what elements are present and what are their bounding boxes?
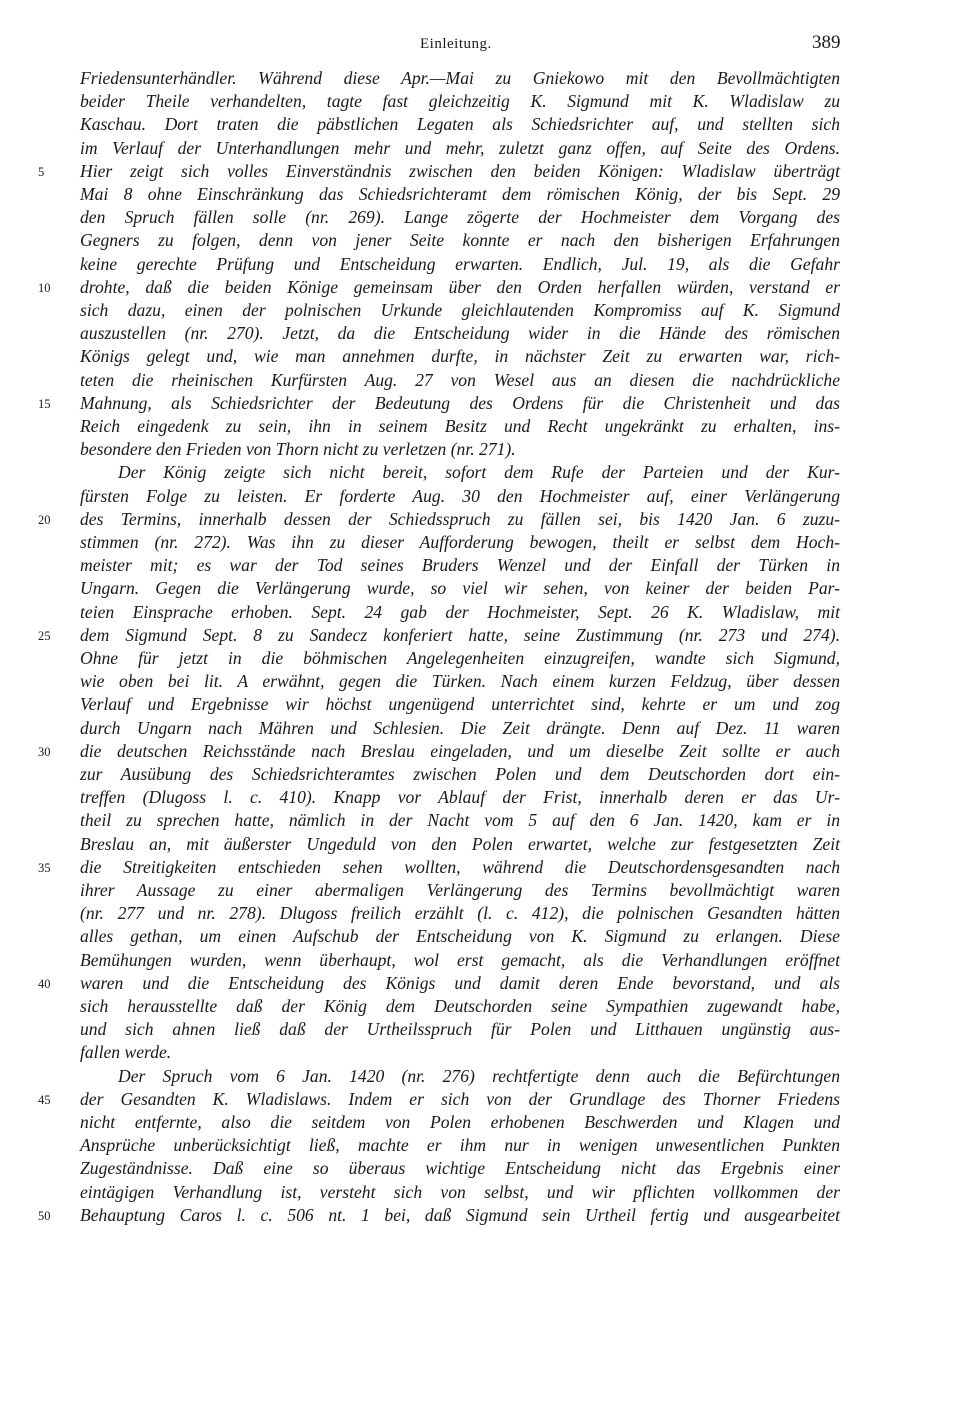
text-line: und sich ahnen ließ daß der Urtheilsspruch für Polen und Litthauen ungünstig aus- (80, 1019, 840, 1040)
text-line: eintägigen Verhandlung ist, versteht sich von selbst, und wir pflichten vollkommen der (80, 1181, 840, 1202)
line-number: 25 (38, 628, 51, 643)
text-line: ihrer Aussage zu einer abermaligen Verlängerung des Termins bevollmächtigt waren (80, 880, 840, 900)
text-line: waren und die Entscheidung des Königs und damit deren Ende bevorstand, und als (80, 972, 840, 993)
line-number: 5 (38, 164, 45, 179)
text-line: Mai 8 ohne Einschränkung das Schiedsrichteramt dem römischen König, der bis Sept. 29 (80, 184, 840, 204)
text-line: des Termins, innerhalb dessen der Schiedsspruch zu fällen sei, bis 1420 Jan. 6 zuzu- (80, 508, 840, 529)
text-line: Mahnung, als Schiedsrichter der Bedeutung des Ordens für die Christenheit und das (80, 392, 840, 413)
text-line: Hier zeigt sich volles Einverständnis zwischen den beiden Königen: Wladislaw überträgt (80, 160, 840, 181)
text-line: teien Einsprache erhoben. Sept. 24 gab der Hochmeister, Sept. 26 K. Wladislaw, mit (80, 601, 840, 622)
text-line: durch Ungarn nach Mähren und Schlesien. Die Zeit drängte. Denn auf Dez. 11 waren (80, 717, 840, 738)
line-number: 35 (38, 860, 51, 875)
text-line: (nr. 277 und nr. 278). Dlugoss freilich erzählt (l. c. 412), die polnischen Gesandten hätten (80, 903, 840, 924)
text-line: Königs gelegt und, wie man annehmen durfte, in nächster Zeit zu erwarten war, rich- (80, 346, 840, 367)
text-line: teten die rheinischen Kurfürsten Aug. 27 von Wesel aus an diesen die nachdrückliche (80, 369, 840, 390)
line-number: 45 (38, 1092, 51, 1107)
text-line: Breslau an, mit äußerster Ungeduld von den Polen erwartet, welche zur festgesetzten Zeit (80, 833, 840, 854)
page-header (0, 32, 960, 60)
text-line: Bemühungen wurden, wenn überhaupt, wol erst gemacht, als die Verhandlungen eröffnet (80, 949, 840, 970)
line-number: 30 (38, 744, 51, 759)
text-line: den Spruch fällen solle (nr. 269). Lange zögerte der Hochmeister dem Vorgang des (80, 207, 840, 228)
text-line: besondere den Frieden von Thorn nicht zu verletzen (nr. 271). (80, 439, 516, 460)
text-line: auszustellen (nr. 270). Jetzt, da die Entscheidung wider in die Hände des römischen (80, 323, 840, 344)
running-title: Einleitung. (420, 36, 492, 52)
text-line: sich herausstellte daß der König dem Deutschorden seine Sympathien zugewandt habe, (80, 996, 840, 1016)
text-line: der Gesandten K. Wladislaws. Indem er sich von der Grundlage des Thorner Friedens (80, 1088, 840, 1109)
text-line: nicht entfernte, also die seitdem von Polen erhobenen Beschwerden und Klagen und (80, 1112, 840, 1132)
text-line: Kaschau. Dort traten die päbstlichen Legaten als Schiedsrichter auf, und stellten sich (80, 114, 840, 135)
text-line: fallen werde. (80, 1042, 172, 1063)
text-line: meister mit; es war der Tod seines Bruders Wenzel und der Einfall der Türken in (80, 555, 840, 576)
text-line: die Streitigkeiten entschieden sehen wollten, während die Deutschordensgesandten nach (80, 856, 840, 877)
text-line: Zugeständnisse. Daß eine so überaus wichtige Entscheidung nicht das Ergebnis einer (80, 1158, 840, 1179)
line-number: 10 (38, 280, 51, 295)
text-line: Behauptung Caros l. c. 506 nt. 1 bei, daß Sigmund sein Urtheil fertig und ausgearbeitet (80, 1204, 840, 1225)
text-line: Der König zeigte sich nicht bereit, sofort dem Rufe der Parteien und der Kur- (118, 462, 840, 483)
text-line: Friedensunterhändler. Während diese Apr.—Mai zu Gniekowo mit den Bevollmächtigten (80, 68, 840, 88)
text-line: beider Theile verhandelten, tagte fast gleichzeitig K. Sigmund mit K. Wladislaw zu (80, 91, 840, 112)
text-line: wie oben bei lit. A erwähnt, gegen die Türken. Nach einem kurzen Feldzug, über dessen (80, 671, 840, 692)
line-number: 15 (38, 396, 51, 411)
text-line: theil zu sprechen hatte, nämlich in der Nacht vom 5 auf den 6 Jan. 1420, kam er in (80, 810, 840, 831)
text-line: Der Spruch vom 6 Jan. 1420 (nr. 276) rechtfertigte denn auch die Befürchtungen (118, 1065, 840, 1086)
text-line: drohte, daß die beiden Könige gemeinsam über den Orden herfallen würden, verstand er (80, 276, 840, 297)
text-line: Gegners zu folgen, denn von jener Seite konnte er nach den bisherigen Erfahrungen (80, 230, 840, 251)
text-line: die deutschen Reichsstände nach Breslau eingeladen, und um dieselbe Zeit sollte er auch (80, 740, 840, 761)
text-line: zur Ausübung des Schiedsrichteramtes zwischen Polen und dem Deutschorden dort ein- (80, 764, 840, 784)
text-line: keine gerechte Prüfung und Entscheidung erwarten. Endlich, Jul. 19, als die Gefahr (80, 253, 840, 274)
text-line: dem Sigmund Sept. 8 zu Sandecz konferiert hatte, seine Zustimmung (nr. 273 und 274). (80, 624, 840, 645)
text-line: Ansprüche unberücksichtigt ließ, machte er ihm nur in wenigen unwesentlichen Punkten (80, 1135, 840, 1156)
page-number: 389 (812, 32, 841, 53)
line-number: 20 (38, 512, 51, 527)
text-line: im Verlauf der Unterhandlungen mehr und mehr, zuletzt ganz offen, auf Seite des Ordens. (80, 137, 840, 158)
text-line: Verlauf und Ergebnisse wir höchst ungenügend unterrichtet sind, kehrte er um und zog (80, 694, 840, 715)
text-line: Ohne für jetzt in die böhmischen Angelegenheiten einzugreifen, wandte sich Sigmund, (80, 648, 840, 668)
text-line: alles gethan, um einen Aufschub der Entscheidung von K. Sigmund zu erlangen. Diese (80, 926, 840, 947)
text-line: Ungarn. Gegen die Verlängerung wurde, so viel wir sehen, von keiner der beiden Par- (80, 578, 840, 599)
text-line: treffen (Dlugoss l. c. 410). Knapp vor Ablauf der Frist, innerhalb deren er das Ur- (80, 787, 840, 808)
text-line: sich dazu, einen der polnischen Urkunde gleichlautenden Kompromiss auf K. Sigmund (80, 300, 840, 320)
line-number: 40 (38, 976, 51, 991)
line-number: 50 (38, 1208, 51, 1223)
text-line: fürsten Folge zu leisten. Er forderte Aug. 30 den Hochmeister auf, einer Verlängerung (80, 485, 840, 506)
text-line: Reich eingedenk zu sein, ihn in seinem Besitz und Recht ungekränkt zu erhalten, ins- (80, 416, 840, 436)
text-line: stimmen (nr. 272). Was ihn zu dieser Aufforderung bewogen, theilt er selbst dem Hoch- (80, 532, 840, 552)
